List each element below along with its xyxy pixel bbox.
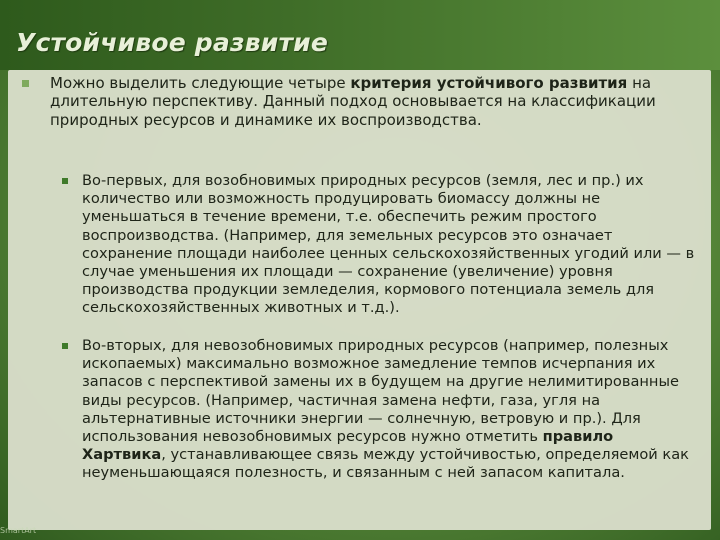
bullet-text-bold: правило Хартвика [82, 428, 614, 464]
bullet-text-part1: Можно выделить следующие четыре [50, 74, 351, 92]
title-bar [0, 0, 720, 70]
footer-logo: SmartArt [0, 526, 37, 535]
square-bullet-icon [62, 343, 68, 349]
bullet-text-part2: на длительную перспективу. Данный подход основывается на классификации природных ресурсов и динамике их воспроизводства. [50, 74, 656, 129]
bullet-text [22, 74, 698, 129]
bullet-text [62, 337, 698, 483]
slide-title: Устойчивое развитие [16, 28, 329, 57]
bullet-text-bold: критерия устойчивого развития [350, 74, 628, 92]
square-bullet-icon [22, 80, 29, 87]
square-bullet-icon [62, 178, 68, 184]
bullet-level-2-second [62, 337, 698, 483]
bullet-text-part2: , устанавливающее связь между устойчивостью, определяемой как неуменьшающаяся полезность, и связанным с ней запасом капитала. [82, 446, 689, 482]
bullet-text: Во-первых, для возобновимых природных ресурсов (земля, лес и пр.) их количество или возможность продуцировать биомассу должны не уменьшаться в течение времени, т.е. обеспечить режим простого воспроизводства. (Например, для земельных ресурсов это означает сохранение площади наиболее ценных сельскохозяйственных угодий или — в случае уменьшения их площади — сохранение (увеличение) уровня производства продукции земледелия, кормового потенциала земель для сельскохозяйственных животных и т.д.). [82, 172, 695, 317]
bullet-level-2-first [62, 172, 698, 318]
bullet-text-part1: Во-вторых, для невозобновимых природных ресурсов (например, полезных ископаемых) максимально возможное замедление темпов исчерпания их запасов с перспективой замены их в будущем на другие нелимитированные виды ресурсов. (Например, частичная замена нефти, газа, угля на альтернативные источники энергии — солнечную, ветровую и пр.). Для использования невозобновимых ресурсов нужно отметить [82, 337, 679, 446]
bullet-level-1 [22, 74, 698, 129]
